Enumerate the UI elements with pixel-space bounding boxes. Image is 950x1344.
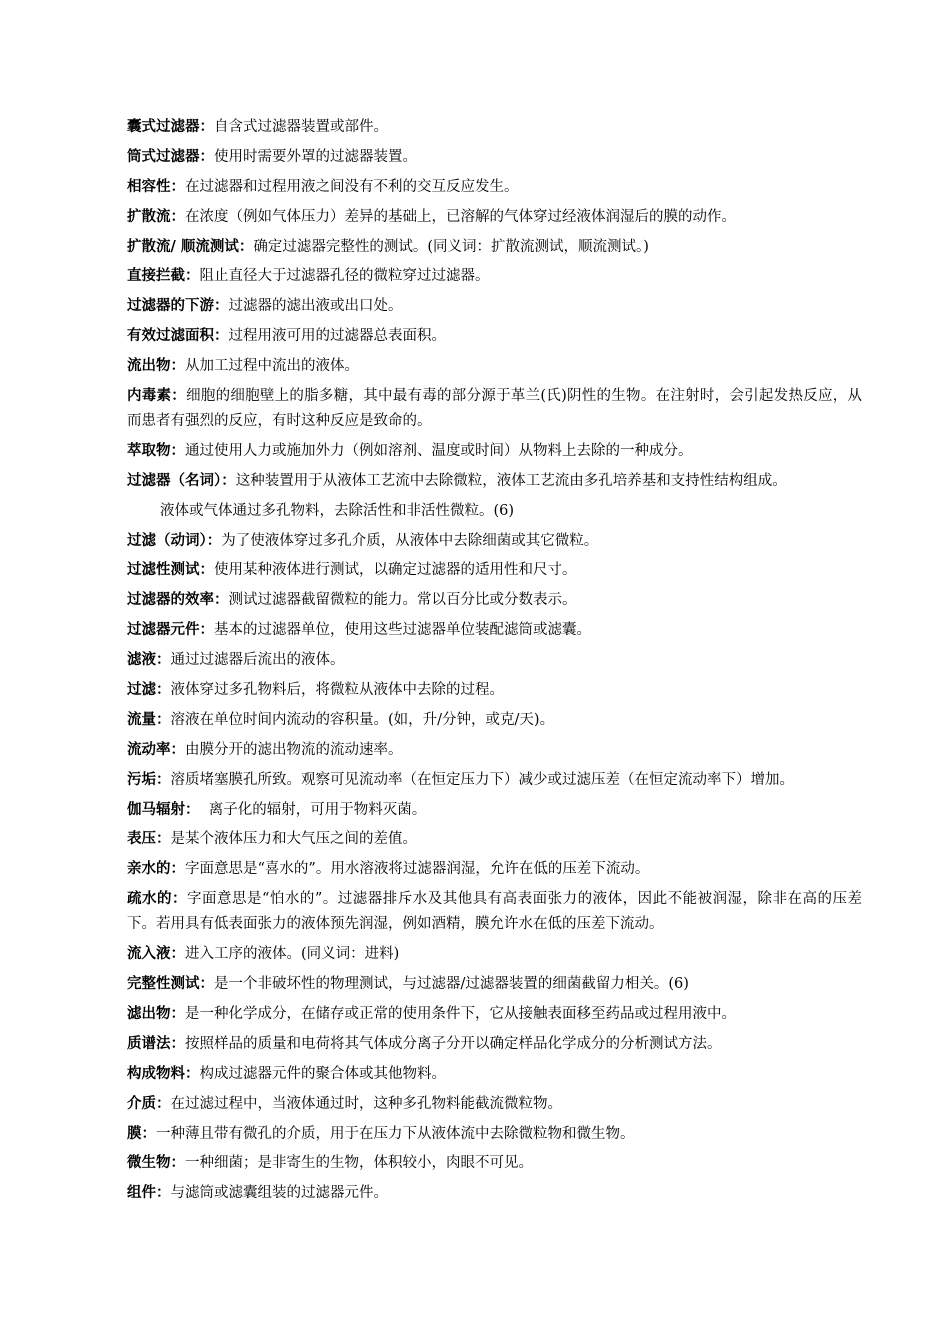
entry-term: 有效过滤面积： [127,327,229,345]
glossary-entry [127,737,862,763]
glossary-entry [127,767,862,793]
entry-definition: 是一种化学成分，在储存或正常的使用条件下，它从接触表面移至药品或过程用液中。 [185,1005,736,1022]
glossary-entry [127,886,862,937]
entry-definition: 为了使液体穿过多孔介质，从液体中去除细菌或其它微粒。 [221,532,599,549]
entry-definition: 自含式过滤器装置或部件。 [214,119,388,135]
glossary-entry [127,797,862,823]
glossary-entry [127,557,862,583]
glossary-entry [127,617,862,643]
entry-term: 筒式过滤器： [127,147,214,165]
entry-term: 过滤器的效率： [127,591,229,609]
entry-definition: 阻止直径大于过滤器孔径的微粒穿过过滤器。 [199,268,490,285]
entry-definition: 字面意思是“怕水的”。过滤器排斥水及其他具有高表面张力的液体，因此不能被润湿，除非在高的压差下。若用具有低表面张力的液体预先润湿，例如酒精，膜允许水在低的压差下流动。 [127,891,863,933]
entry-term: 微生物： [127,1154,185,1172]
glossary-entry [127,1091,862,1117]
entry-definition: 按照样品的质量和电荷将其气体成分离子分开以确定样品化学成分的分析测试方法。 [185,1035,722,1052]
entry-term: 内毒素： [127,387,187,405]
glossary-entry [127,1150,862,1176]
entry-term: 过滤器（名词）： [127,471,236,489]
glossary-entry [127,144,862,170]
glossary-entry [127,971,862,997]
entry-term: 过滤器元件： [127,621,214,639]
glossary-continuation [127,498,862,524]
glossary-entry [127,438,862,464]
entry-term: 直接拦截： [127,267,200,285]
glossary-entry [127,204,862,230]
entry-definition: 从加工过程中流出的液体。 [185,358,359,375]
entry-term: 萃取物： [127,441,185,459]
glossary-entry [127,707,862,733]
glossary-entry [127,647,862,673]
entry-term: 完整性测试： [127,975,214,993]
glossary-entry [127,174,862,200]
entry-term: 相容性： [127,177,185,195]
glossary-entry [127,528,862,554]
entry-term: 流出物： [127,357,185,375]
entry-term: 质谱法： [127,1034,185,1052]
entry-definition: 液体或气体通过多孔物料，去除活性和非活性微粒。(6) [160,502,515,519]
glossary-list [127,114,862,1210]
entry-definition: 字面意思是“喜水的”。用水溶液将过滤器润湿，允许在低的压差下流动。 [185,861,650,878]
entry-term: 疏水的： [127,890,187,908]
entry-term: 滤出物： [127,1004,185,1022]
entry-term: 构成物料： [127,1064,200,1082]
entry-definition: 进入工序的液体。(同义词：进料) [185,946,400,963]
glossary-entry [127,383,862,434]
entry-definition: 液体穿过多孔物料后，将微粒从液体中去除的过程。 [170,682,504,699]
entry-definition: 一种细菌；是非寄生的生物，体积较小，肉眼不可见。 [185,1155,533,1172]
entry-term: 介质： [127,1094,171,1112]
glossary-entry [127,856,862,882]
entry-definition: 是某个液体压力和大气压之间的差值。 [170,831,417,848]
glossary-entry [127,353,862,379]
entry-term: 表压： [127,830,171,848]
entry-definition: 测试过滤器截留微粒的能力。常以百分比或分数表示。 [228,592,577,609]
entry-term: 过滤（动词）： [127,531,222,549]
glossary-entry [127,114,862,140]
entry-term: 扩散流： [127,207,185,225]
entry-definition: 离子化的辐射，可用于物料灭菌。 [199,801,427,818]
entry-term: 过滤器的下游： [127,297,229,315]
glossary-entry [127,1061,862,1087]
glossary-entry [127,1121,862,1147]
glossary-entry [127,1180,862,1206]
entry-definition: 在浓度（例如气体压力）差异的基础上，已溶解的气体穿过经液体润湿后的膜的动作。 [185,208,736,225]
entry-definition: 确定过滤器完整性的测试。(同义词：扩散流测试，顺流测试。) [253,238,649,255]
entry-term: 流入液： [127,945,185,963]
entry-term: 扩散流/ 顺流测试： [127,237,254,255]
entry-term: 流量： [127,710,171,728]
glossary-entry [127,1001,862,1027]
glossary-entry [127,587,862,613]
entry-term: 囊式过滤器： [127,118,214,135]
glossary-entry [127,826,862,852]
entry-term: 组件： [127,1184,171,1202]
glossary-entry [127,293,862,319]
glossary-entry [127,263,862,289]
entry-term: 污垢： [127,770,171,788]
entry-definition: 过滤器的滤出液或出口处。 [228,298,403,315]
entry-term: 流动率： [127,740,185,758]
glossary-entry [127,234,862,260]
entry-definition: 溶液在单位时间内流动的容积量。(如，升/分钟，或克/天)。 [170,711,555,728]
entry-term: 滤液： [127,651,171,669]
glossary-entry [127,941,862,967]
entry-definition: 由膜分开的滤出物流的流动速率。 [185,741,403,758]
entry-definition: 与滤筒或滤囊组装的过滤器元件。 [170,1185,388,1202]
entry-definition: 过程用液可用的过滤器总表面积。 [228,328,446,345]
glossary-entry [127,323,862,349]
entry-definition: 是一个非破坏性的物理测试，与过滤器/过滤器装置的细菌截留力相关。(6) [214,976,689,993]
entry-definition: 细胞的细胞壁上的脂多糖，其中最有毒的部分源于革兰(氏)阴性的生物。在注射时，会引起发热反应，从而患者有强烈的反应，有时这种反应是致命的。 [127,388,863,430]
entry-definition: 基本的过滤器单位，使用这些过滤器单位装配滤筒或滤囊。 [214,622,591,639]
glossary-entry [127,1031,862,1057]
entry-definition: 使用某种液体进行测试，以确定过滤器的适用性和尺寸。 [214,562,577,579]
entry-definition: 在过滤过程中，当液体通过时，这种多孔物料能截流微粒物。 [170,1095,562,1112]
entry-definition: 一种薄且带有微孔的介质，用于在压力下从液体流中去除微粒物和微生物。 [156,1125,635,1142]
glossary-entry [127,677,862,703]
entry-term: 亲水的： [127,860,185,878]
entry-definition: 构成过滤器元件的聚合体或其他物料。 [199,1065,446,1082]
glossary-entry [127,468,862,494]
entry-definition: 这种装置用于从液体工艺流中去除微粒，液体工艺流由多孔培养基和支持性结构组成。 [235,472,787,489]
entry-definition: 在过滤器和过程用液之间没有不利的交互反应发生。 [185,178,519,195]
entry-term: 过滤性测试： [127,561,214,579]
entry-term: 伽马辐射： [127,800,200,818]
entry-term: 膜： [127,1124,156,1142]
entry-definition: 使用时需要外罩的过滤器装置。 [214,148,417,165]
entry-definition: 通过过滤器后流出的液体。 [170,652,345,669]
entry-term: 过滤： [127,681,171,699]
entry-definition: 溶质堵塞膜孔所致。观察可见流动率（在恒定压力下）减少或过滤压差（在恒定流动率下）增加。 [170,771,794,788]
entry-definition: 通过使用人力或施加外力（例如溶剂、温度或时间）从物料上去除的一种成分。 [185,442,693,459]
